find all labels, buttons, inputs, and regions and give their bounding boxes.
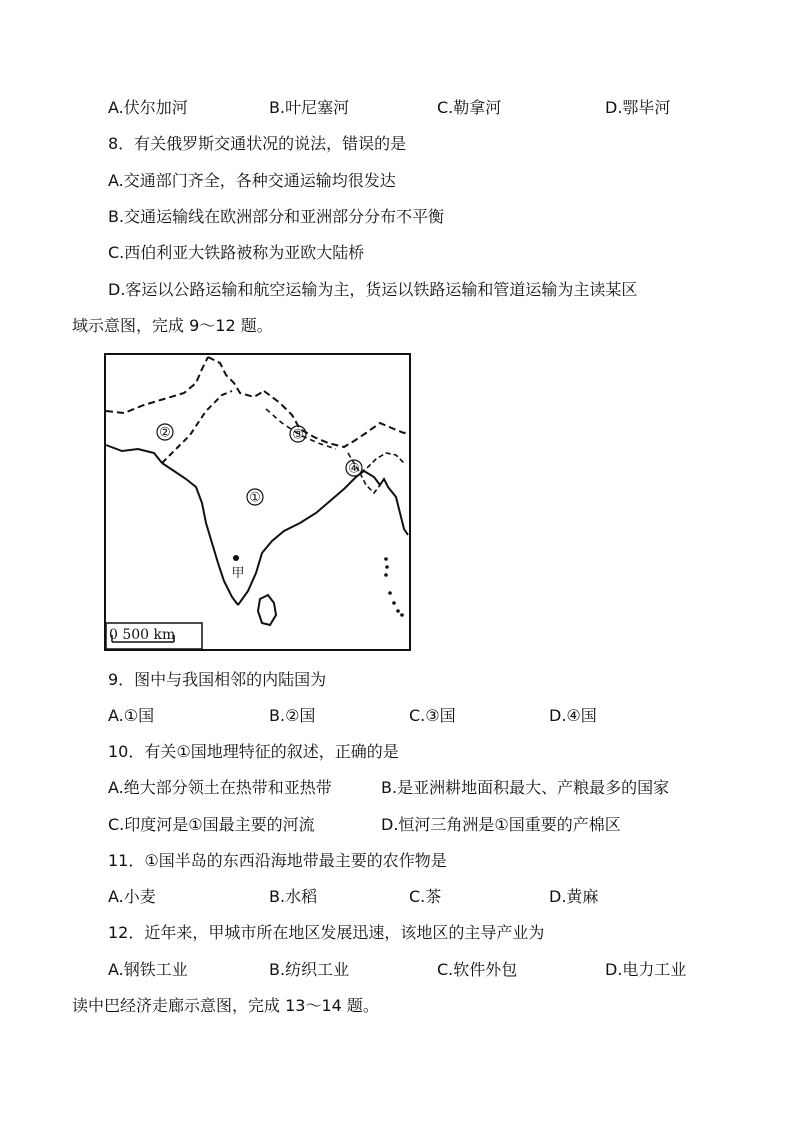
map-label-3: ③ — [292, 427, 304, 443]
q9-option-a: A.①国 — [108, 706, 155, 725]
intro-9-12: 域示意图，完成 9～12 题。 — [72, 316, 273, 335]
q11-option-c: C.茶 — [409, 887, 442, 906]
map-label-4: ④ — [348, 461, 360, 477]
q12-option-d: D.电力工业 — [605, 960, 687, 979]
map-label-1: ① — [249, 490, 261, 506]
q10-stem: 10．有关①国地理特征的叙述，正确的是 — [108, 742, 399, 761]
q7-option-b: B.叶尼塞河 — [269, 98, 350, 117]
q12-stem: 12．近年来，甲城市所在地区发展迅速，该地区的主导产业为 — [108, 923, 545, 942]
map-label-jia: 甲 — [231, 566, 245, 581]
map-label-2: ② — [159, 425, 171, 441]
q12-option-c: C.软件外包 — [437, 960, 518, 979]
q11-stem: 11．①国半岛的东西沿海地带最主要的农作物是 — [108, 851, 447, 870]
q9-option-d: D.④国 — [549, 706, 597, 725]
q7-option-a: A.伏尔加河 — [108, 98, 188, 117]
q10-option-b: B.是亚洲耕地面积最大、产粮最多的国家 — [381, 778, 670, 797]
q8-option-a: A.交通部门齐全，各种交通运输均很发达 — [108, 171, 396, 190]
q12-option-b: B.纺织工业 — [269, 960, 350, 979]
q8-option-d: D.客运以公路运输和航空运输为主，货运以铁路运输和管道运输为主读某区 — [108, 280, 638, 299]
q12-option-a: A.钢铁工业 — [108, 960, 188, 979]
q7-option-c: C.勒拿河 — [437, 98, 502, 117]
q9-option-b: B.②国 — [269, 706, 316, 725]
q8-option-c: C.西伯利亚大铁路被称为亚欧大陆桥 — [108, 243, 365, 262]
q9-option-c: C.③国 — [409, 706, 456, 725]
q8-stem: 8．有关俄罗斯交通状况的说法，错误的是 — [108, 134, 407, 153]
q11-option-b: B.水稻 — [269, 887, 318, 906]
q7-option-d: D.鄂毕河 — [605, 98, 671, 117]
q11-option-a: A.小麦 — [108, 887, 156, 906]
intro-13-14: 读中巴经济走廊示意图，完成 13～14 题。 — [72, 996, 379, 1015]
q10-option-c: C.印度河是①国最主要的河流 — [108, 815, 315, 834]
map-scale-label: 0 500 km — [109, 627, 176, 643]
q11-option-d: D.黄麻 — [549, 887, 599, 906]
q8-option-b: B.交通运输线在欧洲部分和亚洲部分分布不平衡 — [108, 207, 445, 226]
q10-option-a: A.绝大部分领土在热带和亚热带 — [108, 778, 332, 797]
q10-option-d: D.恒河三角洲是①国重要的产棉区 — [381, 815, 621, 834]
q9-stem: 9．图中与我国相邻的内陆国为 — [108, 670, 327, 689]
south-asia-map — [104, 353, 411, 651]
